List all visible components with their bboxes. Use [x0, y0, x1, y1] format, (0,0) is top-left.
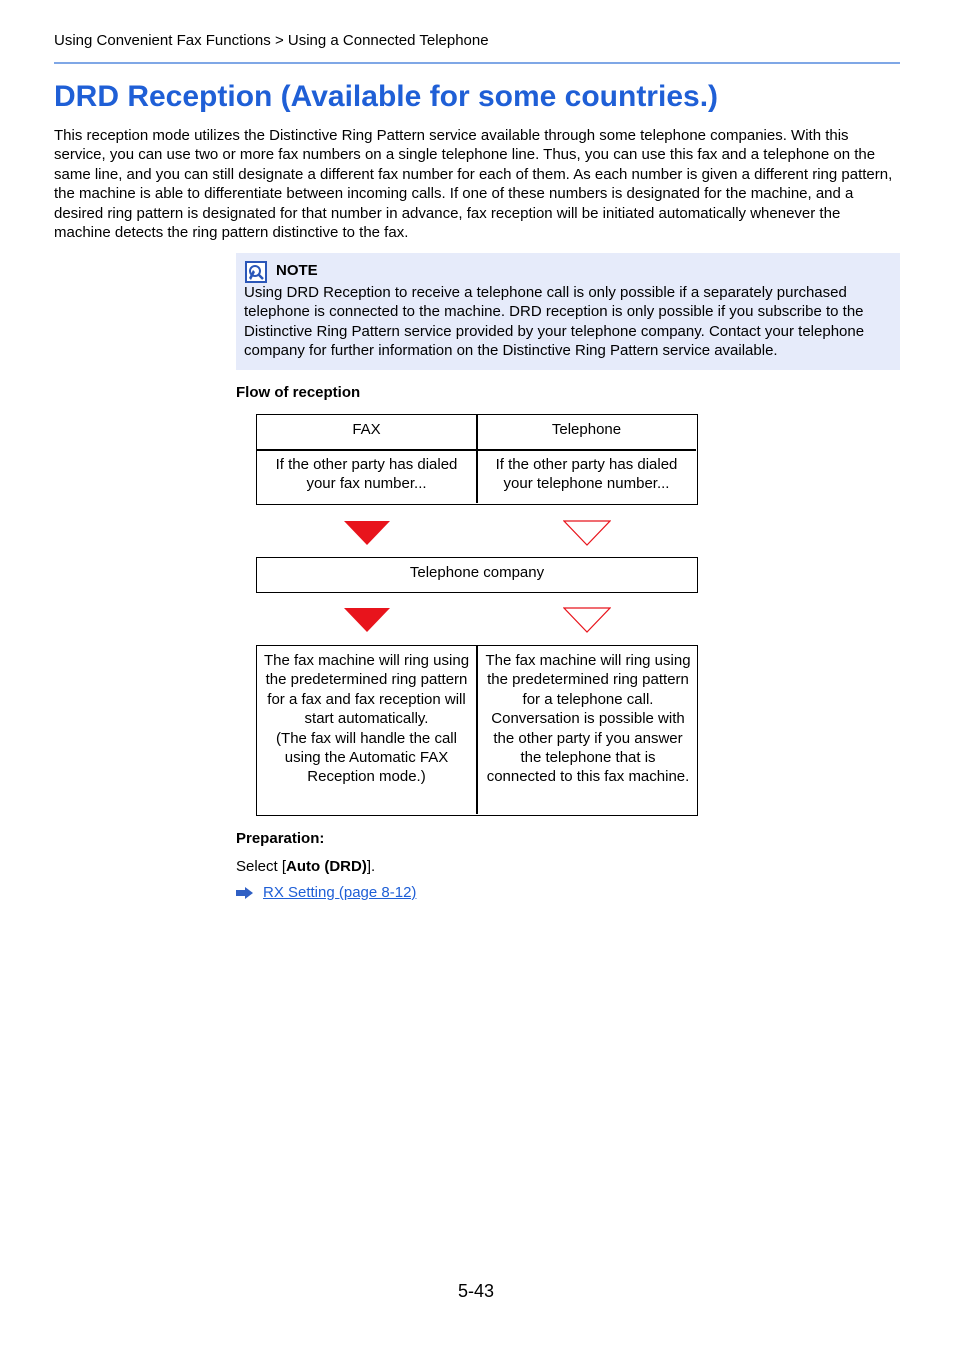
note-icon	[245, 261, 267, 283]
flow-fax-dialed: If the other party has dialed your fax number...	[275, 456, 458, 493]
arrow-right-icon	[236, 887, 253, 899]
preparation-heading: Preparation:	[236, 830, 325, 847]
intro-paragraph: This reception mode utilizes the Distinctive Ring Pattern service available through some telephone companies. With this service, you can use two or more fax numbers on a single telephone line. Thus, you can use this fax and a telephone on the same line, and you can still designate a different fax number for each of them. As each number is given a different ring pattern, the machine is able to differentiate between incoming calls. If one of these numbers is designated for the machine, and a desired ring pattern is designated for that number in advance, fax reception will be initiated automatically whenever the machine detects the ring pattern distinctive to the fax.	[54, 127, 893, 242]
flow-top-table	[256, 414, 698, 505]
flow-result-table	[256, 645, 698, 816]
telephone-arrow-icon	[563, 607, 611, 633]
header-rule	[54, 62, 900, 64]
telephone-arrow-icon	[563, 520, 611, 546]
breadcrumb: Using Convenient Fax Functions > Using a Connected Telephone	[54, 32, 489, 49]
fax-arrow-icon	[343, 607, 391, 633]
select-suffix: ].	[366, 858, 376, 875]
note-heading: NOTE	[276, 262, 318, 279]
flow-col-fax: FAX	[352, 421, 381, 438]
flow-col-telephone: Telephone	[551, 421, 622, 438]
flow-fax-result: The fax machine will ring using the predetermined ring pattern for a fax and fax reception will start automatically. (The fax will handle the call using the Automatic FAX Reception mode.)	[263, 652, 470, 786]
flow-heading: Flow of reception	[236, 384, 361, 401]
preparation-text	[236, 858, 375, 875]
note-box	[236, 253, 900, 370]
select-prefix: Select [	[236, 858, 287, 875]
rx-setting-link[interactable]: RX Setting (page 8-12)	[263, 884, 417, 901]
page-number: 5-43	[458, 1281, 495, 1301]
fax-arrow-icon	[343, 520, 391, 546]
flow-tel-result: The fax machine will ring using the predetermined ring pattern for a telephone call. Conversation is possible with the other party if you answer the telephone that is connected to this fax machine.	[485, 652, 691, 786]
rx-setting-link-row[interactable]	[236, 884, 416, 901]
page-title: DRD Reception (Available for some countries.)	[54, 80, 719, 113]
select-value: Auto (DRD)	[286, 858, 367, 875]
note-text: Using DRD Reception to receive a telephone call is only possible if a separately purchased telephone is connected to the machine. DRD reception is only possible if you subscribe to the Distinctive Ring Pattern service provided by your telephone company. Contact your telephone company for further information on the Distinctive Ring Pattern service available.	[244, 284, 865, 360]
telephone-company-label: Telephone company	[409, 564, 545, 581]
flow-tel-dialed: If the other party has dialed your telephone number...	[495, 456, 678, 493]
telephone-company-box	[256, 557, 698, 593]
